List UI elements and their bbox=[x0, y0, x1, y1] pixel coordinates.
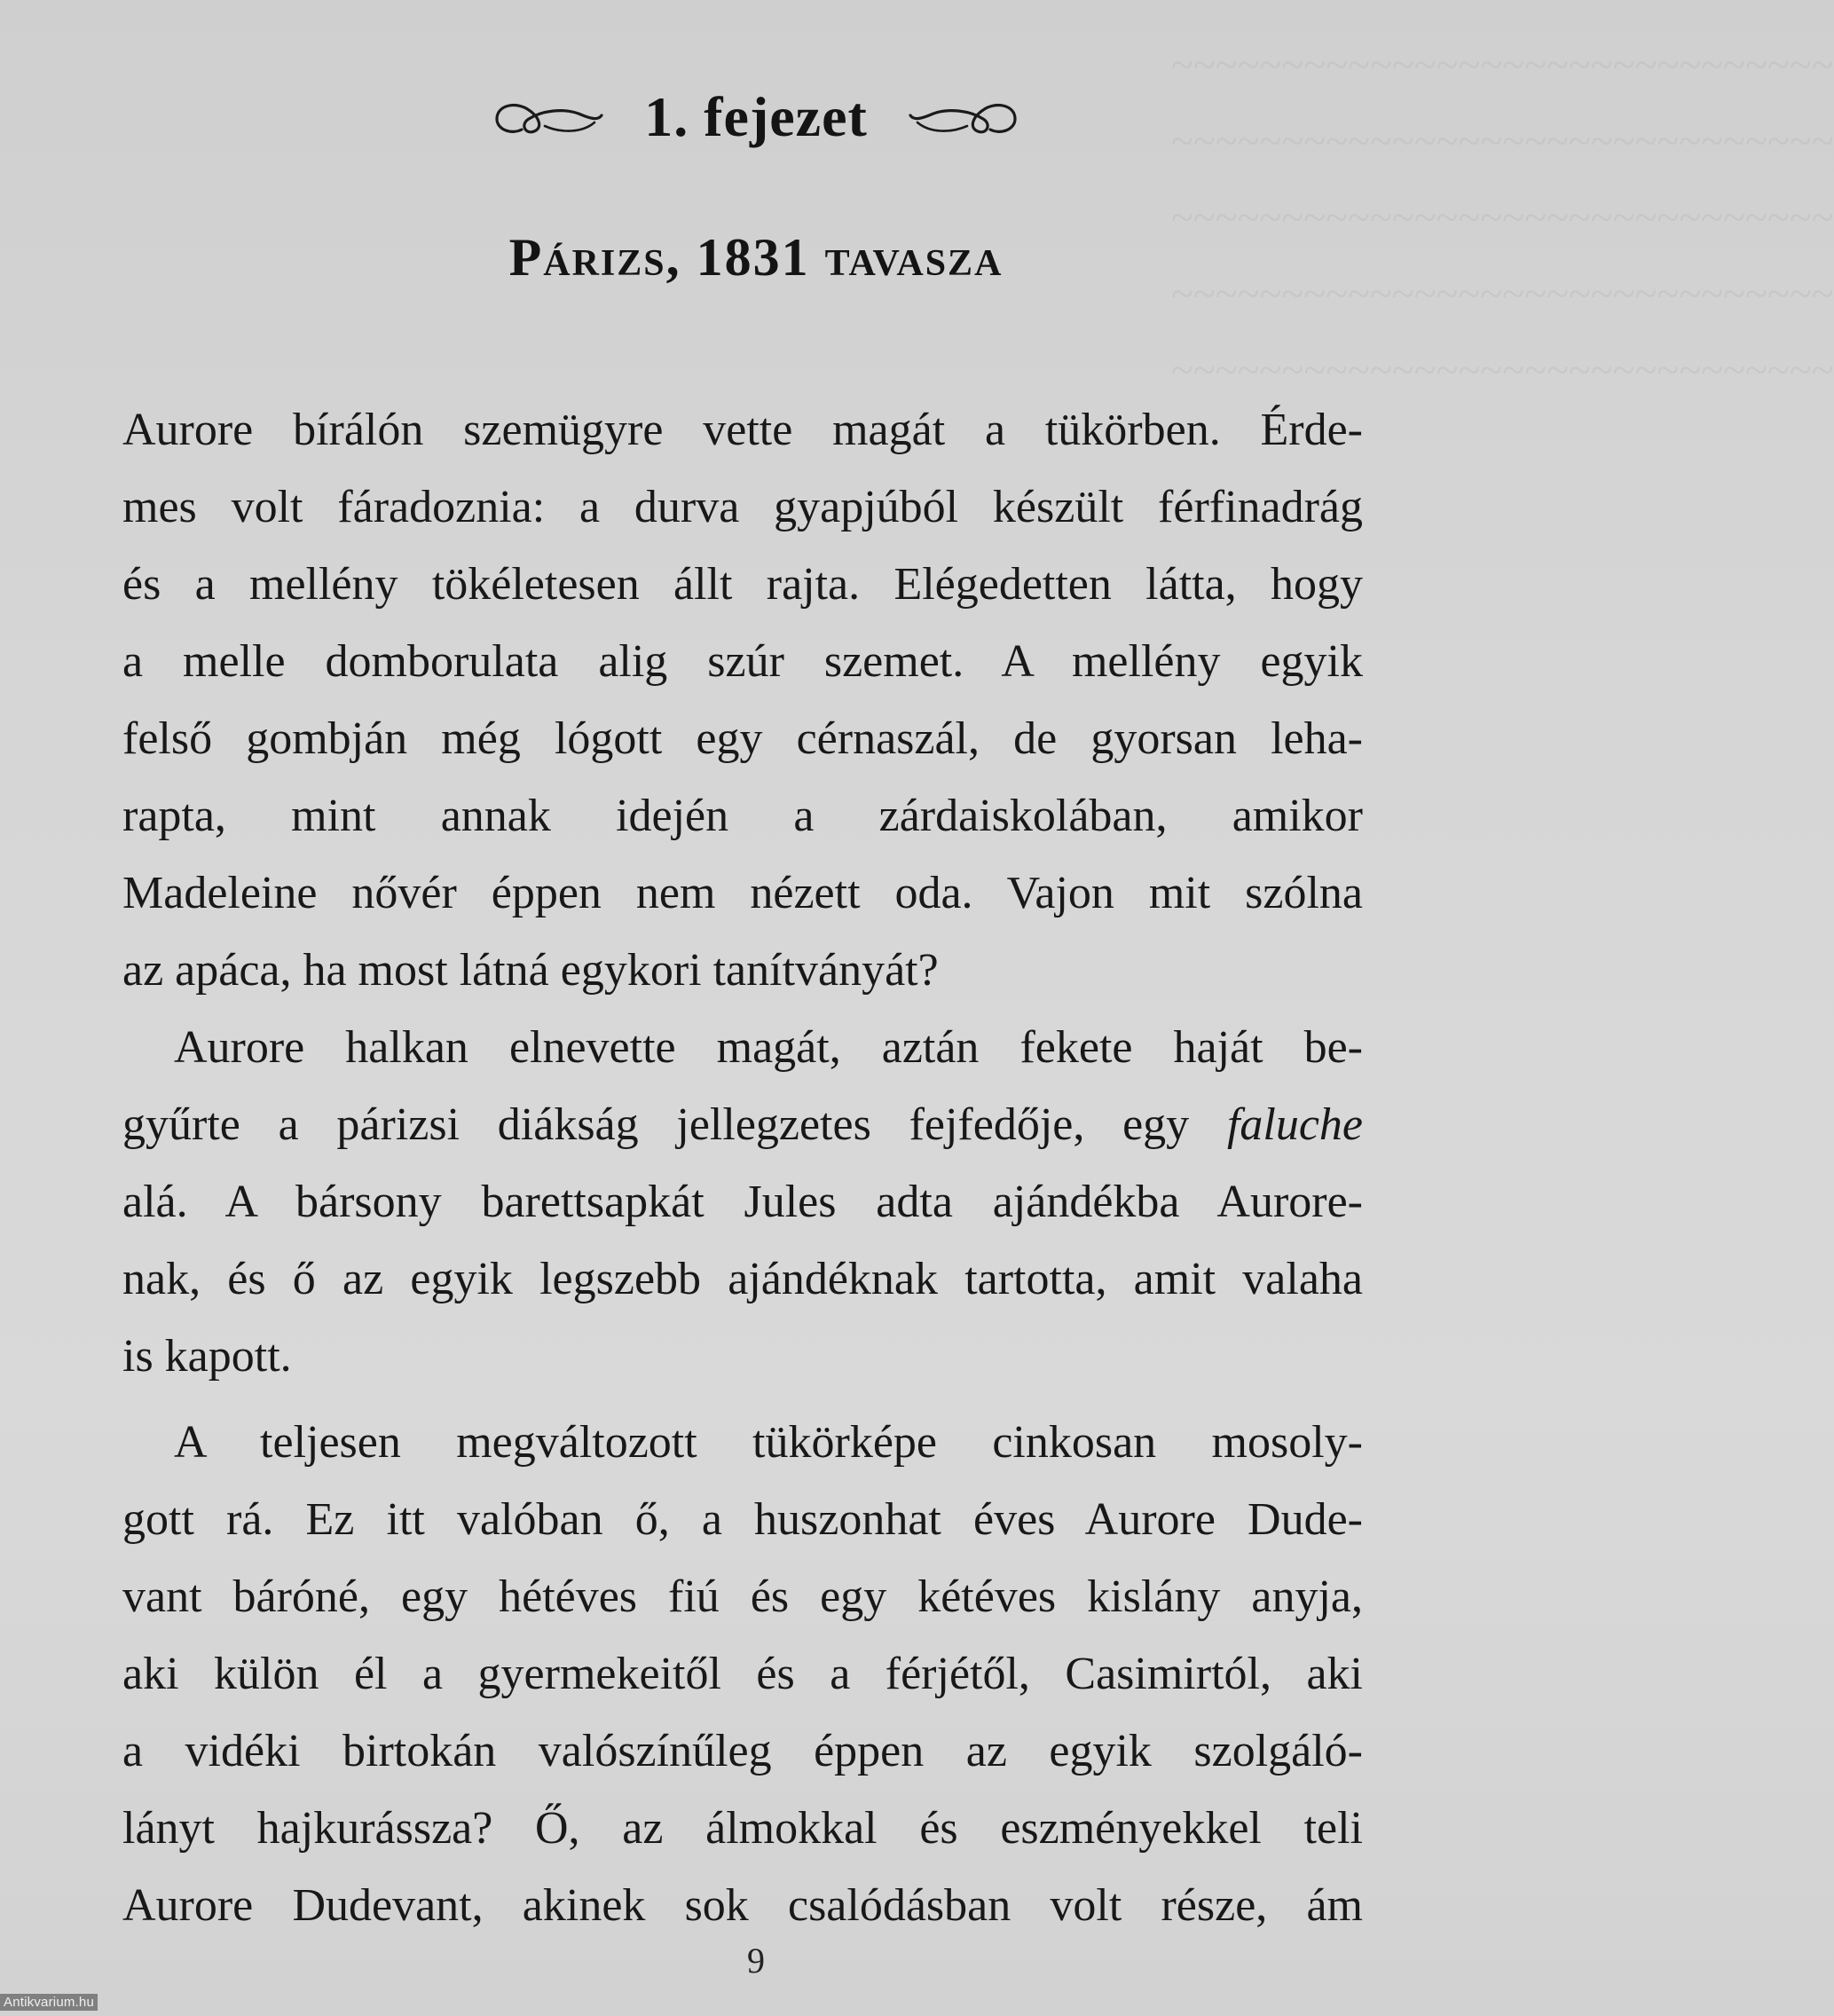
text-line: lányt hajkurássza? Ő, az álmokkal és eszményekkel teli bbox=[122, 1803, 1363, 1854]
paragraph-1 bbox=[122, 391, 1363, 1009]
chapter-heading bbox=[0, 80, 1512, 154]
text-line: Aurore bírálón szemügyre vette magát a tükörben. Érde- bbox=[122, 405, 1363, 455]
text-line: gott rá. Ez itt valóban ő, a huszonhat éves Aurore Dude- bbox=[122, 1494, 1363, 1545]
section-title bbox=[0, 227, 1512, 288]
watermark: Antikvarium.hu bbox=[0, 1994, 98, 2011]
paragraph-gap bbox=[122, 1395, 1363, 1404]
text-line: és a mellény tökéletesen állt rajta. Elégedetten látta, hogy bbox=[122, 559, 1363, 610]
text-line: az apáca, ha most látná egykori tanítványát? bbox=[122, 945, 939, 996]
text-line: A teljesen megváltozott tükörképe cinkosan mosoly- bbox=[174, 1417, 1363, 1468]
text-line: felső gombján még lógott egy cérnaszál, de gyorsan leha- bbox=[122, 713, 1363, 764]
text-line: mes volt fáradoznia: a durva gyapjúból készült férfinadrág bbox=[122, 482, 1363, 532]
text-line bbox=[122, 1086, 1363, 1163]
section-title-season: tavasza bbox=[824, 228, 1004, 287]
right-flourish-icon bbox=[907, 94, 1022, 140]
text-line: nak, és ő az egyik legszebb ajándéknak tartotta, amit valaha bbox=[122, 1254, 1363, 1304]
text-line: vant báróné, egy hétéves fiú és egy kétéves kislány anyja, bbox=[122, 1571, 1363, 1622]
text-line: Madeleine nővér éppen nem nézett oda. Vajon mit szólna bbox=[122, 868, 1363, 918]
text-line: is kapott. bbox=[122, 1331, 292, 1382]
text-line: Aurore Dudevant, akinek sok csalódásban volt része, ám bbox=[122, 1880, 1363, 1931]
page-number: 9 bbox=[747, 1941, 765, 1981]
left-flourish-icon bbox=[490, 94, 605, 140]
text-line: a melle domborulata alig szúr szemet. A mellény egyik bbox=[122, 636, 1363, 687]
section-title-initial: P bbox=[508, 228, 544, 287]
section-title-city: árizs bbox=[543, 228, 666, 287]
text-line: aki külön él a gyermekeitől és a férjétől, Casimirtól, aki bbox=[122, 1649, 1363, 1699]
paragraph-3 bbox=[122, 1404, 1363, 1944]
chapter-title: 1. fejezet bbox=[644, 85, 868, 148]
bleed-through-text: ~~~~~~~~~~~~~~~~~~~~~~~~~~~~~~ ~~~~~~~~~~~~~~~~~~~~~~~~~~~~~~ ~~~~~~~~~~~~~~~~~~~~~~~~~~~~~~ ~~~~~~~~~~~~~~~~~~~~~~~~~~~~~~ ~~~~~~~~~~~~~~~~~~~~~~~~~~~~~~ bbox=[1171, 42, 1834, 392]
text-line: rapta, mint annak idején a zárdaiskolában, amikor bbox=[122, 791, 1363, 841]
text-line: alá. A bársony barettsapkát Jules adta ajándékba Aurore- bbox=[122, 1177, 1363, 1227]
body-text bbox=[122, 391, 1363, 1944]
text-segment: gyűrte a párizsi diákság jellegzetes fejfedője, egy bbox=[122, 1099, 1227, 1150]
text-line: a vidéki birtokán valószínűleg éppen az egyik szolgáló- bbox=[122, 1726, 1363, 1776]
text-line: Aurore halkan elnevette magát, aztán fekete haját be- bbox=[174, 1022, 1363, 1073]
italic-word: faluche bbox=[1226, 1099, 1363, 1150]
section-title-year: , 1831 bbox=[665, 228, 825, 287]
paragraph-2 bbox=[122, 1009, 1363, 1395]
